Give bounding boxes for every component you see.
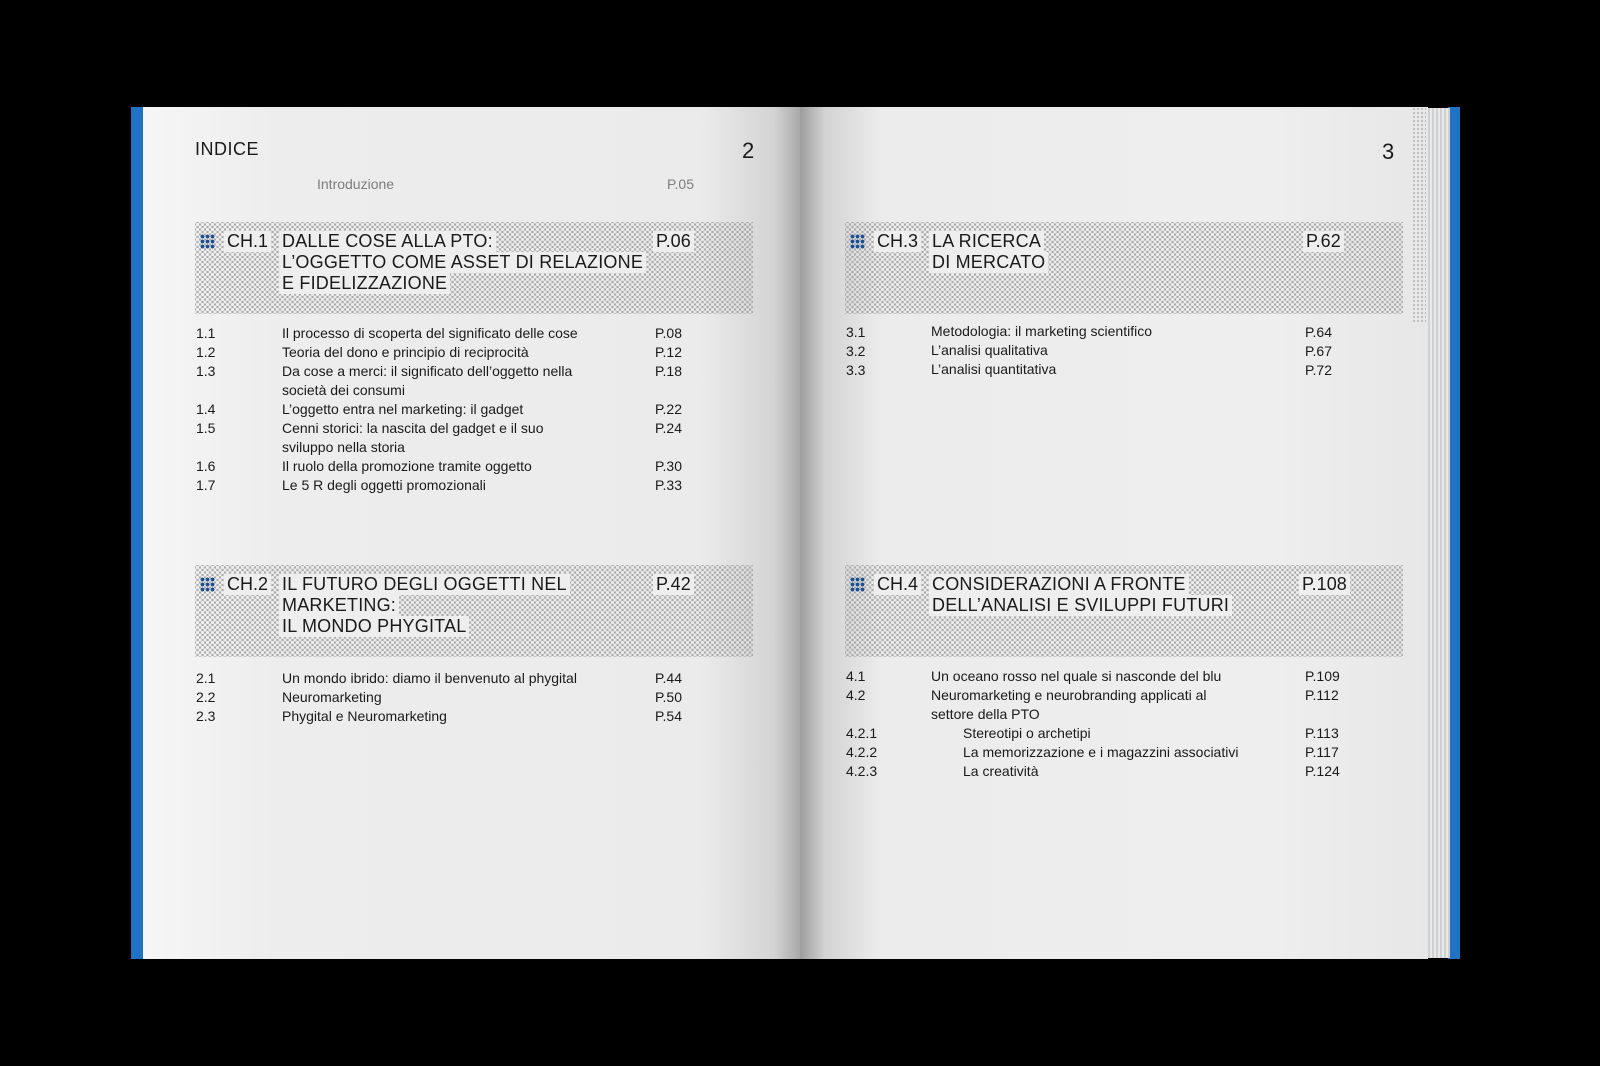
item-page: P.112 — [1305, 687, 1339, 703]
item-page: P.22 — [655, 401, 682, 417]
item-number: 3.2 — [846, 343, 866, 359]
item-number: 1.7 — [196, 477, 216, 493]
item-number: 1.5 — [196, 420, 216, 436]
item-title-cont: sviluppo nella storia — [282, 439, 405, 455]
item-page: P.67 — [1305, 343, 1332, 359]
chapter-3-label: CH.3 — [874, 231, 921, 252]
item-number: 1.3 — [196, 363, 216, 379]
index-title: INDICE — [195, 139, 260, 159]
item-number: 1.6 — [196, 458, 216, 474]
item-title: Metodologia: il marketing scientifico — [931, 323, 1152, 339]
item-number: 3.1 — [846, 324, 866, 340]
chapter-4-label: CH.4 — [874, 574, 921, 595]
item-title: L’analisi quantitativa — [931, 361, 1057, 377]
left-page — [143, 107, 800, 959]
item-page: P.24 — [655, 420, 682, 436]
item-title: Cenni storici: la nascita del gadget e il suo — [282, 420, 544, 436]
chapter-1-label: CH.1 — [224, 231, 271, 252]
dots-icon — [850, 577, 865, 592]
item-page: P.33 — [655, 477, 682, 493]
item-number: 4.2.1 — [846, 725, 878, 741]
item-title: Un oceano rosso nel quale si nasconde del blu — [931, 668, 1222, 684]
item-page: P.18 — [655, 363, 682, 379]
item-title: Stereotipi o archetipi — [963, 725, 1091, 741]
item-title: Un mondo ibrido: diamo il benvenuto al phygital — [282, 670, 577, 686]
chapter-1-title-line: DALLE COSE ALLA PTO: — [279, 231, 496, 252]
item-number: 2.2 — [196, 689, 216, 705]
item-number: 2.3 — [196, 708, 216, 724]
chapter-2-header — [195, 565, 753, 657]
chapter-2-label: CH.2 — [224, 574, 271, 595]
item-page: P.54 — [655, 708, 682, 724]
item-title: Phygital e Neuromarketing — [282, 708, 447, 724]
dots-icon — [200, 234, 215, 249]
item-page: P.72 — [1305, 362, 1332, 378]
book-cover-edge-left — [131, 107, 143, 959]
item-title: Da cose a merci: il significato dell’oggetto nella — [282, 363, 573, 379]
item-number: 4.2.2 — [846, 744, 878, 760]
chapter-2-title-line: MARKETING: — [279, 595, 399, 616]
dots-icon — [850, 234, 865, 249]
item-number: 1.2 — [196, 344, 216, 360]
dotted-edge-mark — [1412, 107, 1426, 322]
item-title: Teoria del dono e principio di reciprocità — [282, 344, 529, 360]
item-number: 4.2.3 — [846, 763, 878, 779]
item-page: P.113 — [1305, 725, 1339, 741]
chapter-1-header — [195, 222, 753, 314]
item-title: L’analisi qualitativa — [931, 342, 1048, 358]
item-page: P.12 — [655, 344, 682, 360]
item-title: La memorizzazione e i magazzini associativi — [963, 744, 1239, 760]
item-number: 1.4 — [196, 401, 216, 417]
item-number: 4.2 — [846, 687, 866, 703]
chapter-4-page: P.108 — [1299, 574, 1350, 595]
intro-label: Introduzione — [317, 176, 395, 192]
item-number: 1.1 — [196, 325, 216, 341]
chapter-3-title-line: LA RICERCA — [929, 231, 1044, 252]
item-number: 3.3 — [846, 362, 866, 378]
chapter-4-header — [845, 565, 1403, 657]
intro-page: P.05 — [667, 176, 694, 192]
item-page: P.30 — [655, 458, 682, 474]
page-number-right: 3 — [1382, 139, 1395, 164]
item-page: P.117 — [1305, 744, 1339, 760]
item-title: La creatività — [963, 763, 1039, 779]
page-stack-edge — [1428, 108, 1450, 958]
chapter-4-title-line: DELL’ANALISI E SVILUPPI FUTURI — [929, 595, 1232, 616]
right-page — [800, 107, 1428, 959]
item-page: P.124 — [1305, 763, 1340, 779]
item-title: Neuromarketing e neurobranding applicati al — [931, 687, 1207, 703]
item-title: Il processo di scoperta del significato delle cose — [282, 325, 578, 341]
dots-icon — [200, 577, 215, 592]
item-number: 2.1 — [196, 670, 216, 686]
item-title-cont: settore della PTO — [931, 706, 1040, 722]
chapter-1-page: P.06 — [653, 231, 694, 252]
item-title: Il ruolo della promozione tramite oggetto — [282, 458, 532, 474]
item-page: P.50 — [655, 689, 682, 705]
item-title: Le 5 R degli oggetti promozionali — [282, 477, 486, 493]
chapter-2-page: P.42 — [653, 574, 694, 595]
chapter-2-title-line: IL MONDO PHYGITAL — [279, 616, 469, 637]
chapter-1-title-line: E FIDELIZZAZIONE — [279, 273, 450, 294]
item-page: P.08 — [655, 325, 682, 341]
item-number: 4.1 — [846, 668, 866, 684]
item-page: P.64 — [1305, 324, 1332, 340]
chapter-1-title-line: L’OGGETTO COME ASSET DI RELAZIONE — [279, 252, 646, 273]
item-page: P.109 — [1305, 668, 1340, 684]
chapter-3-title-line: DI MERCATO — [929, 252, 1048, 273]
item-title: L’oggetto entra nel marketing: il gadget — [282, 401, 524, 417]
chapter-3-header — [845, 222, 1403, 314]
item-page: P.44 — [655, 670, 682, 686]
page-number-left: 2 — [742, 138, 755, 163]
chapter-3-page: P.62 — [1303, 231, 1344, 252]
chapter-2-title-line: IL FUTURO DEGLI OGGETTI NEL — [279, 574, 570, 595]
chapter-4-title-line: CONSIDERAZIONI A FRONTE — [929, 574, 1189, 595]
item-title: Neuromarketing — [282, 689, 382, 705]
item-title-cont: società dei consumi — [282, 382, 405, 398]
